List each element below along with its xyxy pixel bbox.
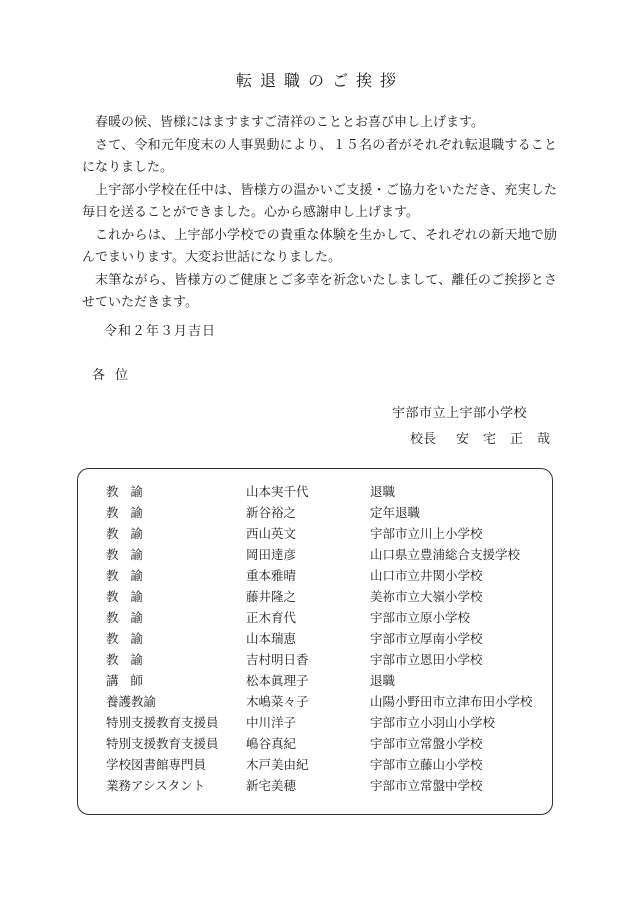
- staff-row: [78, 670, 552, 691]
- staff-role: 特別支援教育支援員: [106, 736, 219, 751]
- signature-school: 宇部市立上宇部小学校: [392, 406, 528, 421]
- staff-role: 教諭: [106, 631, 156, 646]
- staff-destination: 宇部市立常盤中学校: [370, 778, 483, 793]
- staff-destination: 山口県立豊浦総合支援学校: [370, 547, 521, 562]
- staff-row: [78, 481, 552, 502]
- staff-destination: 宇部市立藤山小学校: [370, 757, 483, 772]
- staff-destination: 山陽小野田市立津布田小学校: [370, 694, 533, 709]
- staff-name: 新谷裕之: [246, 505, 297, 520]
- staff-role: 教諭: [106, 589, 156, 604]
- staff-destination: 退職: [370, 673, 396, 688]
- staff-name: 西山英文: [246, 526, 297, 541]
- staff-row: [78, 754, 552, 775]
- staff-name: 中川洋子: [246, 715, 297, 730]
- staff-name: 岡田達彦: [246, 547, 297, 562]
- staff-destination: 宇部市立原小学校: [370, 610, 471, 625]
- paragraph-announcement: さて、令和元年度末の人事異動により、１５名の者がそれぞれ転退職することになりました。: [82, 137, 557, 175]
- staff-destination: 山口市立井関小学校: [370, 568, 483, 583]
- page-title: 転退職のご挨拶: [235, 71, 404, 90]
- staff-name: 正木育代: [246, 610, 297, 625]
- staff-row: [78, 775, 552, 796]
- staff-role: 教諭: [106, 505, 156, 520]
- paragraph-greeting: 春暖の候、皆様にはますますご清祥のこととお喜び申し上げます。: [95, 115, 484, 130]
- staff-role: 養護教諭: [106, 694, 157, 709]
- letter-body: [82, 112, 557, 315]
- staff-name: 木戸美由紀: [246, 757, 309, 772]
- staff-role: 教諭: [106, 547, 156, 562]
- staff-name: 山本実千代: [246, 484, 309, 499]
- staff-row: [78, 649, 552, 670]
- staff-role: 教諭: [106, 526, 156, 541]
- staff-name: 山本瑞恵: [246, 631, 297, 646]
- staff-role: 学校図書館専門員: [106, 757, 207, 772]
- staff-row: [78, 502, 552, 523]
- staff-row: [78, 733, 552, 754]
- staff-row: [78, 586, 552, 607]
- staff-row: [78, 628, 552, 649]
- staff-name: 吉村明日香: [246, 652, 309, 667]
- staff-destination: 定年退職: [370, 505, 421, 520]
- staff-name: 嶋谷真紀: [246, 736, 297, 751]
- staff-row: [78, 523, 552, 544]
- signature-role: 校長: [410, 432, 437, 447]
- staff-row: [78, 691, 552, 712]
- signature-principal: [410, 428, 564, 447]
- staff-name: 松本眞理子: [246, 673, 309, 688]
- staff-row: [78, 565, 552, 586]
- letter-date: 令和２年３月吉日: [104, 324, 217, 339]
- paragraph-future: これからは、上宇部小学校での貴重な体験を生かして、それぞれの新天地で励んでまいります。大変お世話になりました。: [82, 227, 557, 265]
- staff-destination: 宇部市立厚南小学校: [370, 631, 483, 646]
- staff-destination: 宇部市立常盤小学校: [370, 736, 483, 751]
- staff-name: 重本雅晴: [246, 568, 297, 583]
- staff-name: 藤井隆之: [246, 589, 297, 604]
- staff-role: 教諭: [106, 568, 156, 583]
- staff-destination: 宇部市立恩田小学校: [370, 652, 483, 667]
- signature-name: 安宅正哉: [456, 432, 565, 447]
- staff-list-box: [77, 468, 553, 815]
- staff-role: 業務アシスタント: [106, 778, 206, 793]
- staff-destination: 美祢市立大嶺小学校: [370, 589, 483, 604]
- staff-name: 木嶋菜々子: [246, 694, 309, 709]
- staff-role: 講師: [106, 673, 156, 688]
- staff-row: [78, 712, 552, 733]
- staff-role: 教諭: [106, 484, 156, 499]
- staff-row: [78, 544, 552, 565]
- paragraph-closing: 末筆ながら、皆様方のご健康とご多幸を祈念いたしまして、離任のご挨拶とさせていただきます。: [82, 272, 557, 310]
- recipient: 各位: [92, 368, 139, 383]
- staff-destination: 退職: [370, 484, 396, 499]
- staff-role: 教諭: [106, 652, 156, 667]
- staff-role: 教諭: [106, 610, 156, 625]
- paragraph-thanks: 上宇部小学校在任中は、皆様方の温かいご支援・ご協力をいただき、充実した毎日を送ることができました。心から感謝申し上げます。: [82, 182, 557, 220]
- staff-destination: 宇部市立川上小学校: [370, 526, 483, 541]
- staff-name: 新宅美穂: [246, 778, 297, 793]
- staff-destination: 宇部市立小羽山小学校: [370, 715, 496, 730]
- staff-row: [78, 607, 552, 628]
- staff-role: 特別支援教育支援員: [106, 715, 219, 730]
